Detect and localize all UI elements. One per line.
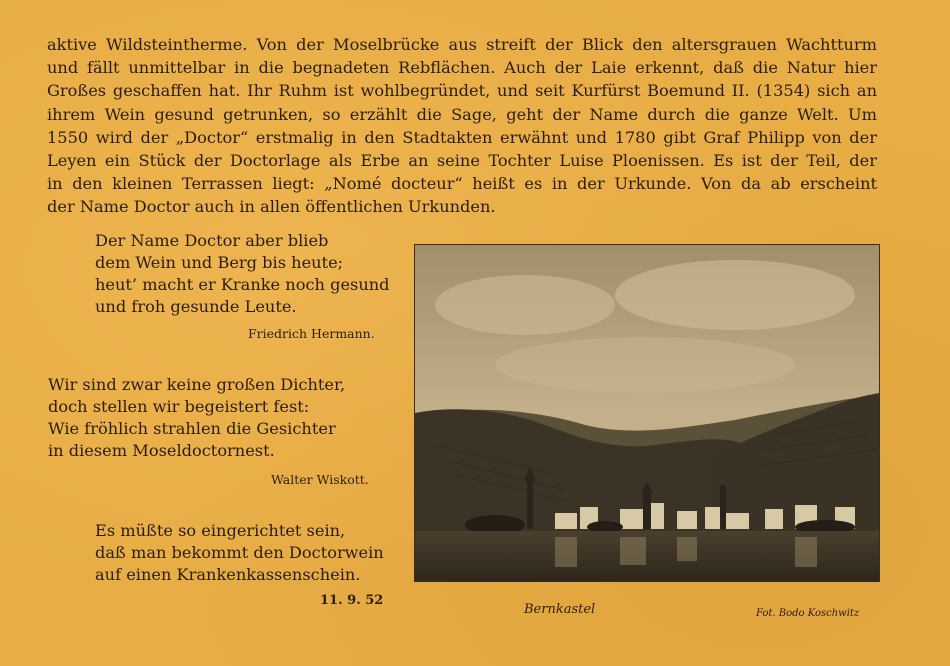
landscape-image [415, 245, 879, 581]
poem-line: Wie fröhlich strahlen die Gesichter [48, 419, 336, 438]
poem-author-wiskott: Walter Wiskott. [271, 472, 369, 487]
paragraph-line: und fällt unmittelbar in die begnadeten Rebflächen. Auch der Laie erkennt, daß die Natur hier [47, 58, 877, 78]
paragraph-line: aktive Wildsteintherme. Von der Moselbrücke aus streift der Blick den altersgrauen Wachtturm [47, 35, 877, 54]
intro-paragraph [47, 33, 877, 219]
poem-krankenkasse [95, 520, 384, 586]
poem-line: auf einen Krankenkassenschein. [95, 565, 361, 584]
paragraph-line: ihrem Wein gesund getrunken, so erzählt die Sage, geht der Name durch die ganze Welt. Um [47, 104, 877, 124]
poem-author-hermann: Friedrich Hermann. [248, 326, 375, 341]
poem-line: doch stellen wir begeistert fest: [48, 397, 310, 416]
poem-line: Es müßte so eingerichtet sein, [95, 521, 346, 540]
paragraph-line: der Name Doctor auch in allen öffentlichen Urkunden. [47, 197, 496, 217]
paragraph-line: in den kleinen Terrassen liegt: „Nomé docteur“ heißt es in der Urkunde. Von da ab erscheint [47, 174, 877, 194]
photo-credit: Fot. Bodo Koschwitz [756, 608, 860, 619]
poem-line: Der Name Doctor aber blieb [95, 231, 329, 250]
poem-line: daß man bekommt den Doctorwein [95, 543, 384, 562]
poem-line: in diesem Moseldoctornest. [48, 441, 275, 460]
paragraph-line: Leyen ein Stück der Doctorlage als Erbe an seine Tochter Luise Ploenissen. Es ist der Teil, der [47, 151, 877, 171]
poem-line: heut’ macht er Kranke noch gesund [95, 275, 390, 294]
date-stamp: 11. 9. 52 [320, 593, 384, 608]
bernkastel-photo [414, 244, 880, 582]
poem-line: und froh gesunde Leute. [95, 297, 297, 316]
paragraph-line: Großes geschaffen hat. Ihr Ruhm ist wohlbegründet, und seit Kurfürst Boemund II. (1354) sich an [47, 81, 877, 101]
poem-hermann [95, 230, 390, 318]
poem-wiskott [48, 374, 345, 462]
poem-line: Wir sind zwar keine großen Dichter, [48, 375, 346, 394]
poem-line: dem Wein und Berg bis heute; [95, 253, 344, 272]
photo-caption: Bernkastel [524, 602, 596, 617]
paragraph-line: 1550 wird der „Doctor“ erstmalig in den Stadtakten erwähnt und 1780 gibt Graf Philipp von der [47, 127, 877, 147]
